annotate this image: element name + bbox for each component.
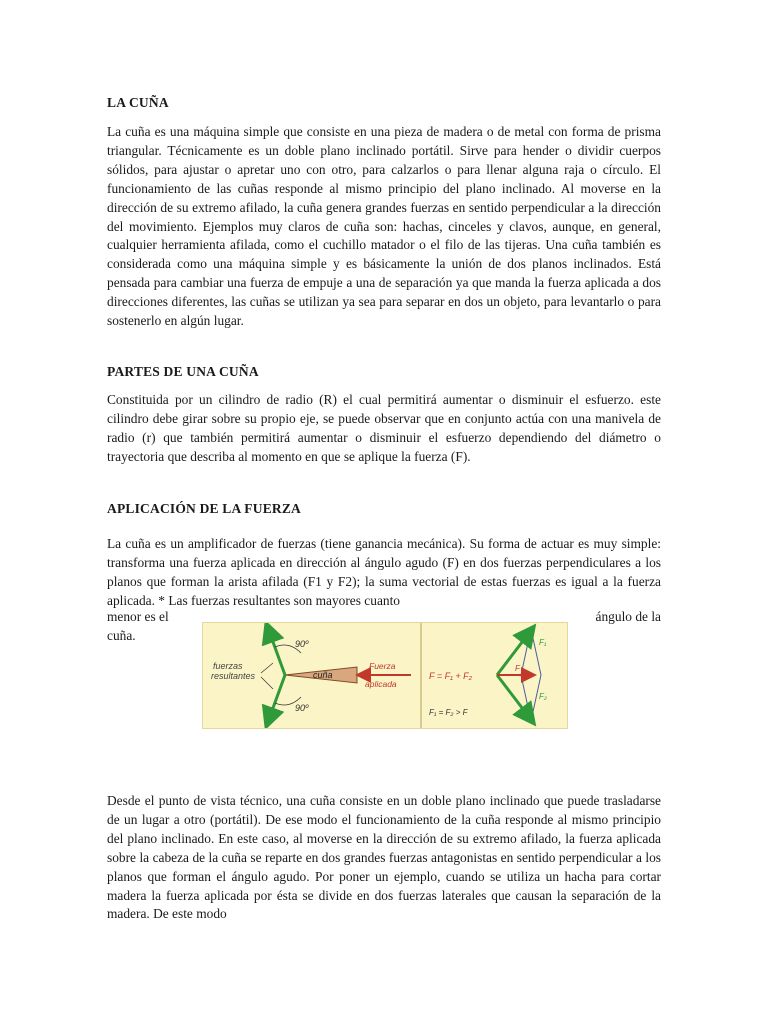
f2-label: F₂ [539, 692, 547, 701]
split-text-left: menor es el [107, 609, 169, 624]
wedge-label: cuña [313, 670, 333, 680]
f2-arrow [497, 675, 529, 717]
applied-label-2: aplicada [365, 679, 397, 689]
angle-label-bottom: 90º [295, 703, 309, 713]
f1-label: F₁ [539, 638, 547, 647]
label-resultantes-1: fuerzas [213, 661, 243, 671]
applied-label-1: Fuerza [369, 661, 396, 671]
heading-la-cuna: LA CUÑA [107, 95, 169, 110]
label-resultantes-2: resultantes [211, 671, 256, 681]
paragraph-tecnico: Desde el punto de vista técnico, una cuña consiste en un doble plano inclinado que puede trasladarse de un lugar a otro (portátil). De ese modo el funcionamiento de la cuña responde al mismo principio del plano inclinado. En este caso, al moverse en la dirección de su extremo afilado, la fuerza aplicada sobre la cabeza de la cuña se reparte en dos grandes fuerzas antagonistas en sentido perpendicular a los planos que forman el ángulo agudo. Por poner un ejemplo, cuando se utiliza un hacha para cortar madera la fuerza aplicada por ésta se divide en dos fuerzas laterales que causan la separación de la madera. De este modo [107, 793, 661, 922]
paragraph-partes: Constituida por un cilindro de radio (R) el cual permitirá aumentar o disminuir el esfuerzo. este cilindro debe girar sobre su propio eje, se puede observar que en conjunto actúa con una manivela de radio (r) que también permitirá aumentar o disminuir el esfuerzo dependiendo del diámetro o trayectoria que describa al momento en que se aplique la fuerza (F). [107, 392, 661, 464]
inequality-text: F₁ = F₂ > F [429, 708, 468, 717]
left-panel [203, 623, 419, 728]
split-text-right: ángulo de la [595, 609, 661, 624]
split-tail: cuña. [107, 628, 136, 643]
f1-arrow [497, 633, 529, 675]
f-label: F [515, 664, 520, 673]
heading-aplicacion: APLICACIÓN DE LA FUERZA [107, 501, 301, 516]
paragraph-la-cuna: La cuña es una máquina simple que consiste en una pieza de madera o de metal con forma de prisma triangular. Técnicamente es un doble plano inclinado portátil. Sirve para hender o dividir cuerpos sólidos, para ajustar o apretar uno con otro, para calzarlos o para llenar alguna raja o círculo. El funcionamiento de las cuñas responde al mismo principio del plano inclinado. Al moverse en la dirección de su extremo afilado, la cuña genera grandes fuerzas en sentido perpendicular a la dirección del movimiento. Ejemplos muy claros de cuña son: hachas, cinceles y clavos, aunque, en general, cualquier herramienta afilada, como el cuchillo matador o el filo de las tijeras. Una cuña también es considerada como una máquina simple y es básicamente la unión de dos planos inclinados. Está pensada para cambiar una fuerza de empuje a una de separación ya que manda la fuerza aplicada a dos direcciones diferentes, las cuñas se utilizan ya sea para separar en dos un objeto, para levantarlo o para sostenerlo en algún lugar. [107, 124, 661, 329]
wedge-diagram-svg [203, 623, 567, 728]
wedge-force-diagram [202, 622, 568, 729]
heading-partes: PARTES DE UNA CUÑA [107, 364, 259, 379]
paragraph-aplicacion: La cuña es un amplificador de fuerzas (tiene ganancia mecánica). Su forma de actuar es muy simple: transforma una fuerza aplicada en dirección al ángulo agudo (F) en dos fuerzas perpendiculares a los planos que forman la arista afilada (F1 y F2); la suma vectorial de estas fuerzas es igual a la fuerza aplicada. * Las fuerzas resultantes son mayores cuanto [107, 536, 661, 608]
angle-label-top: 90º [295, 639, 309, 649]
equation-text: F = F₁ + F₂ [429, 671, 473, 681]
right-panel [429, 629, 547, 721]
